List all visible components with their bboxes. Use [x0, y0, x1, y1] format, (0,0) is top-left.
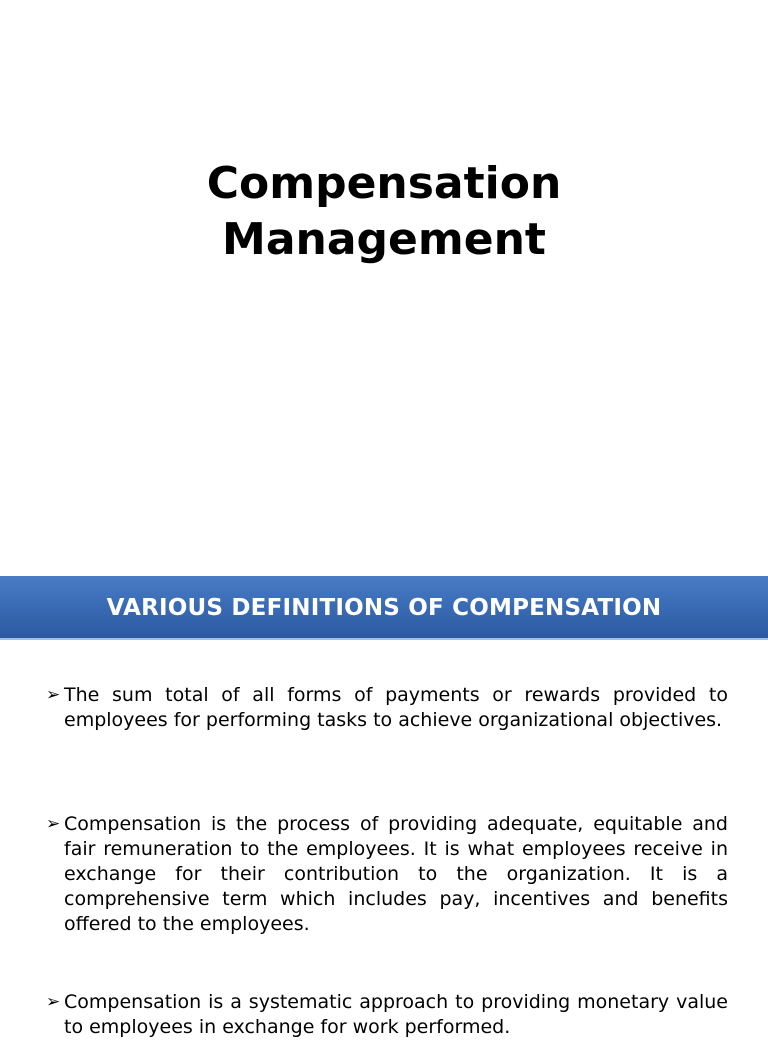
slide-title-line-2: Management [222, 214, 546, 265]
arrow-bullet-icon: ➢ [46, 814, 61, 834]
definitions-slide [0, 576, 768, 1038]
arrow-bullet-icon: ➢ [46, 685, 61, 705]
slide-title-line-1: Compensation [206, 158, 562, 209]
definitions-heading: VARIOUS DEFINITIONS OF COMPENSATION [106, 595, 662, 621]
definition-bullet-1 [46, 683, 728, 733]
definition-text-3: Compensation is a systematic approach to providing monetary value to employees in exchange for work performed. [64, 991, 728, 1038]
slide-title [0, 156, 768, 268]
definition-text-1: The sum total of all forms of payments or rewards provided to employees for performing tasks to achieve organizational objectives. [64, 684, 728, 731]
definition-bullet-3 [46, 990, 728, 1040]
arrow-bullet-icon: ➢ [46, 992, 61, 1012]
definition-bullet-2 [46, 812, 728, 937]
definition-text-2: Compensation is the process of providing adequate, equitable and fair remuneration to the employees. It is what employees receive in exchange for their contribution to the organization. It is a comprehensive term which includes pay, incentives and benefits offered to the employees. [64, 813, 728, 935]
definitions-header-bar [0, 576, 768, 640]
